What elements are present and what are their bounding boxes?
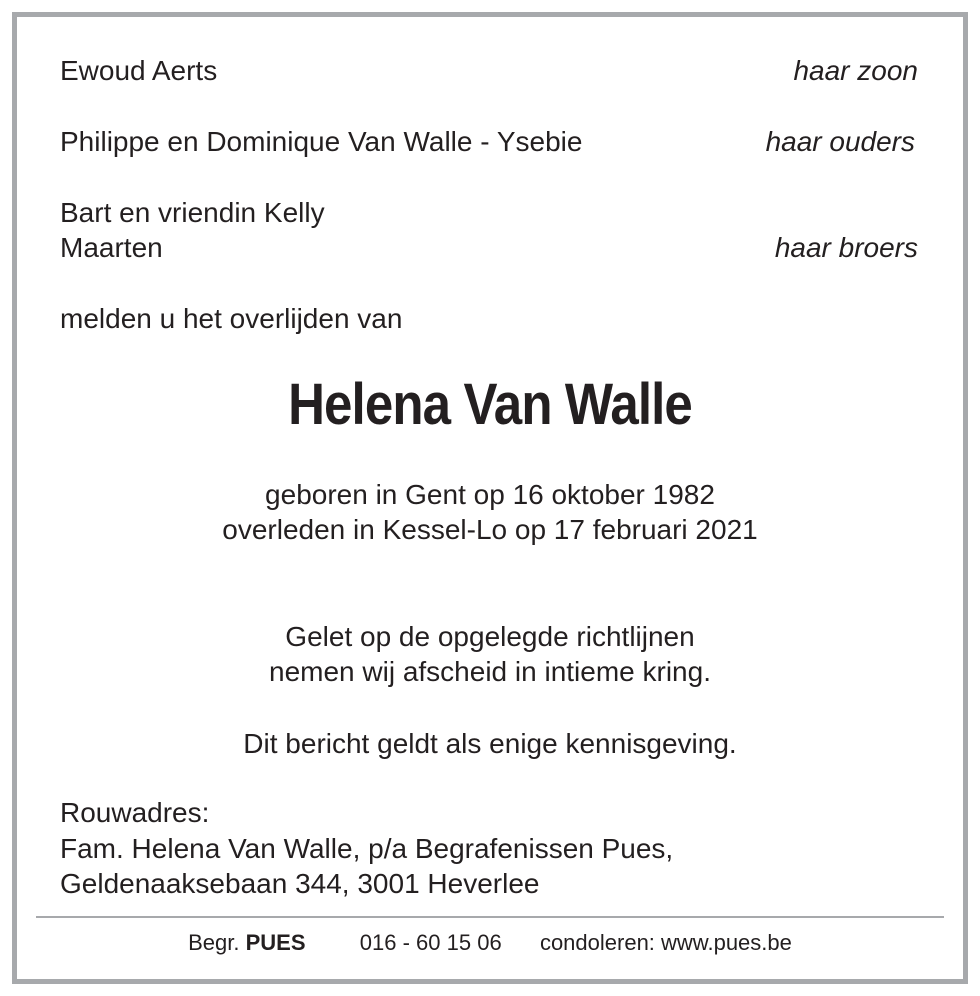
address-line-1: Fam. Helena Van Walle, p/a Begrafenissen Pues,: [60, 833, 674, 864]
family-name: Maarten: [60, 232, 163, 263]
message-line-2: nemen wij afscheid in intieme kring.: [269, 656, 711, 687]
footer-condolences-link[interactable]: condoleren: www.pues.be: [539, 930, 792, 955]
address-line-2: Geldenaaksebaan 344, 3001 Heverlee: [60, 868, 540, 899]
death-line: overleden in Kessel-Lo op 17 februari 2021: [222, 514, 758, 545]
footer-divider: [36, 916, 944, 918]
family-name: Ewoud Aerts: [60, 55, 218, 86]
family-relation: haar ouders: [765, 126, 915, 157]
footer-company: PUES: [245, 930, 306, 955]
family-relation: haar zoon: [793, 55, 918, 86]
family-relation: haar broers: [774, 232, 918, 263]
notice-text: Dit bericht geldt als enige kennisgeving.: [243, 728, 737, 759]
announcement-text: melden u het overlijden van: [60, 303, 403, 334]
birth-line: geboren in Gent op 16 oktober 1982: [265, 479, 715, 510]
footer-phone: 016 - 60 15 06: [359, 930, 502, 955]
footer: [0, 928, 980, 958]
message-line-1: Gelet op de opgelegde richtlijnen: [285, 621, 695, 652]
family-name: Philippe en Dominique Van Walle - Ysebie: [60, 126, 583, 157]
footer-prefix: Begr.: [188, 930, 240, 955]
family-name: Bart en vriendin Kelly: [60, 197, 325, 228]
address-label: Rouwadres:: [60, 797, 210, 828]
deceased-name: Helena Van Walle: [288, 372, 692, 437]
